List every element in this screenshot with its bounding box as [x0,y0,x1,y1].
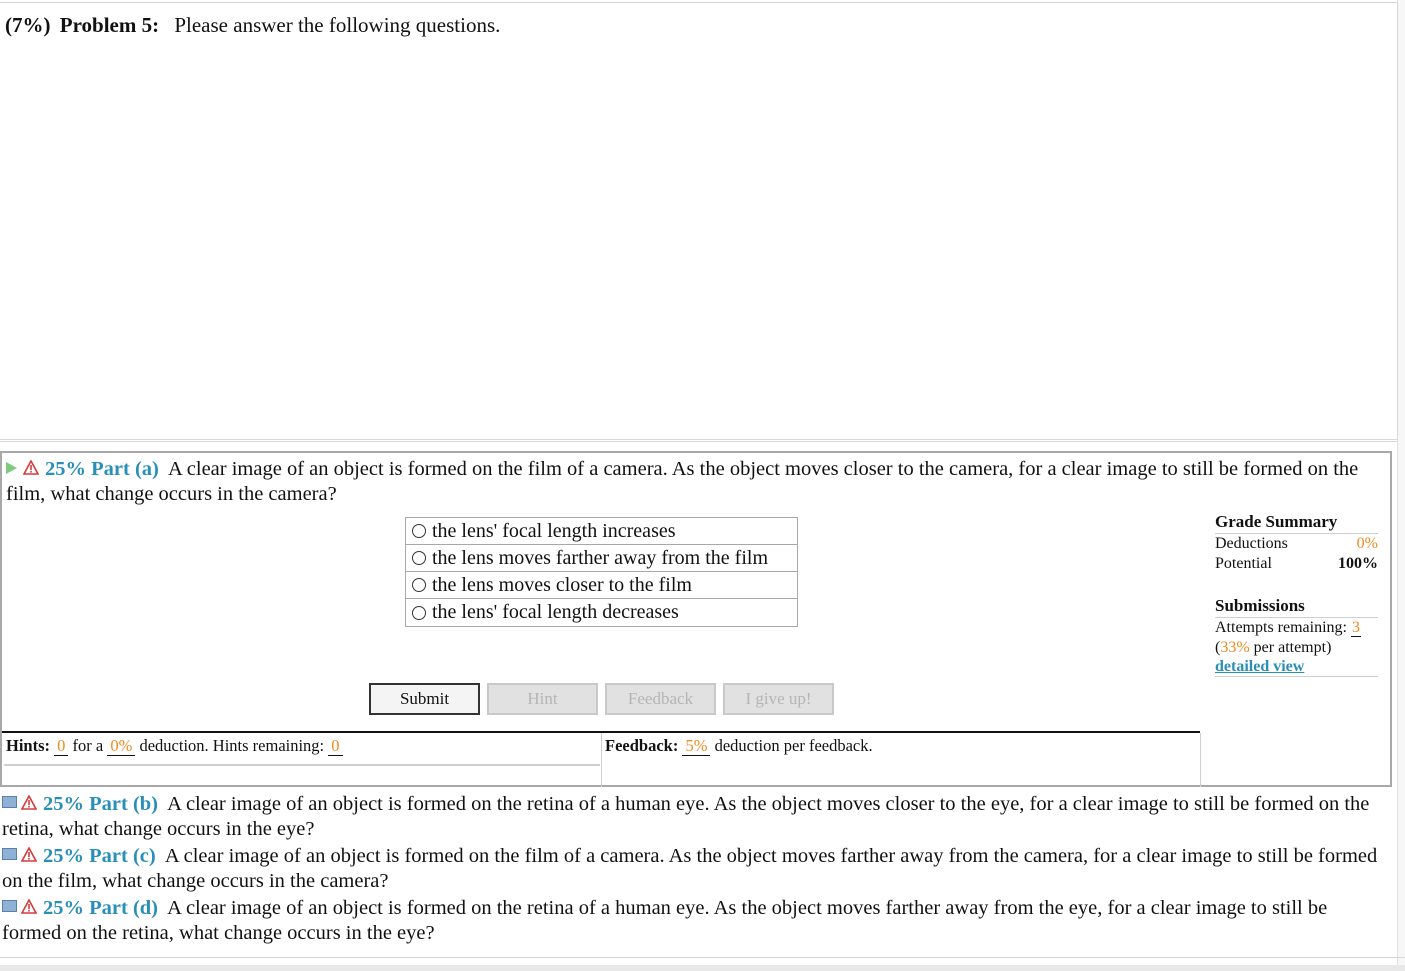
part-c-header[interactable] [2,844,1387,894]
feedback-text: deduction per feedback. [714,736,873,755]
choice-label[interactable]: the lens moves farther away from the film [432,546,768,569]
deductions-value: 0% [1356,535,1378,552]
part-question: A clear image of an object is formed on the retina of a human eye. As the object moves farther away from the eye, for a clear image to still be formed on the retina, what change occurs in the eye? [2,897,1328,944]
per-attempt-pct: 33% [1220,639,1250,656]
choice-label[interactable]: the lens moves closer to the film [432,573,692,596]
collapsed-parts [2,792,1387,948]
part-weight: 25% [43,897,84,919]
part-d-header[interactable] [2,896,1387,946]
hints-for-a: for a [72,736,104,755]
choice-label[interactable]: the lens' focal length decreases [432,601,679,623]
detailed-view-link[interactable]: detailed view [1215,658,1378,677]
grade-summary-title: Grade Summary [1215,512,1378,534]
choice-option[interactable] [406,599,797,626]
part-weight: 25% [43,845,84,867]
potential-value: 100% [1338,555,1378,572]
deductions-row [1215,534,1378,554]
hints-label: Hints: [6,736,51,755]
divider [0,441,1397,442]
divider [0,957,1405,958]
feedback-label: Feedback: [605,736,679,755]
choice-option[interactable] [406,518,797,545]
attempts-value: 3 [1351,619,1360,636]
radio-button[interactable] [412,606,426,620]
hint-button[interactable]: Hint [487,683,598,715]
problem-label: Problem 5: [59,13,160,37]
feedback-button[interactable]: Feedback [605,683,716,715]
choice-label[interactable]: the lens' focal length increases [432,519,676,542]
part-a-weight: 25% [45,458,86,480]
submit-button[interactable]: Submit [369,683,480,715]
radio-button[interactable] [412,524,426,538]
expanded-arrow-icon[interactable] [6,462,17,474]
warning-icon [21,795,37,810]
warning-icon [23,460,39,475]
part-a-header [6,457,1381,507]
collapsed-part-icon[interactable] [2,900,17,912]
grade-summary [1215,512,1378,574]
attempts-label: Attempts remaining: [1215,619,1347,636]
feedback-info [605,733,1199,759]
deductions-label: Deductions [1215,535,1288,552]
feedback-pct: 5% [682,736,710,756]
hints-info [4,733,602,763]
part-a-panel [0,451,1392,787]
per-attempt: (33% per attempt) [1215,639,1332,656]
warning-icon [21,847,37,862]
scrollbar-track[interactable] [1397,0,1405,971]
collapsed-part-icon[interactable] [2,796,17,808]
part-a-question: A clear image of an object is formed on the film of a camera. As the object moves closer to the camera, for a clear image to still be formed on the film, what change occurs in the camera? [6,458,1359,505]
problem-title [5,13,500,38]
radio-button[interactable] [412,578,426,592]
divider [4,764,600,766]
choice-option[interactable] [406,545,797,572]
radio-button[interactable] [412,551,426,565]
part-a-label: Part (a) [91,458,159,480]
warning-icon [21,899,37,914]
divider [601,733,602,787]
part-question: A clear image of an object is formed on the retina of a human eye. As the object moves closer to the eye, for a clear image to still be formed on the retina, what change occurs in the eye? [2,793,1370,840]
part-weight: 25% [43,793,84,815]
hints-deduction-pct: 0% [107,736,135,756]
submissions-summary [1215,596,1378,677]
hints-deduction-text: deduction. Hints remaining: [139,736,325,755]
problem-weight: (7%) [5,13,51,37]
part-label: Part (b) [89,793,159,815]
problem-panel [0,2,1398,440]
collapsed-part-icon[interactable] [2,848,17,860]
divider [1200,733,1201,787]
part-label: Part (c) [89,845,156,867]
attempts-remaining [1215,618,1378,638]
part-b-header[interactable] [2,792,1387,842]
per-attempt-label: per attempt) [1253,639,1332,656]
potential-row [1215,554,1378,574]
hints-remaining: 0 [328,736,342,756]
footer-bar [0,965,1405,971]
problem-instruction: Please answer the following questions. [174,13,501,37]
action-buttons [369,683,834,715]
potential-label: Potential [1215,555,1272,572]
part-question: A clear image of an object is formed on the film of a camera. As the object moves farther away from the camera, for a clear image to still be formed on the film, what change occurs in the camera? [2,845,1378,892]
part-label: Part (d) [89,897,159,919]
choice-option[interactable] [406,572,797,599]
answer-choices [405,517,798,627]
give-up-button[interactable]: I give up! [723,683,834,715]
submissions-title: Submissions [1215,596,1378,618]
hints-count: 0 [54,736,68,756]
